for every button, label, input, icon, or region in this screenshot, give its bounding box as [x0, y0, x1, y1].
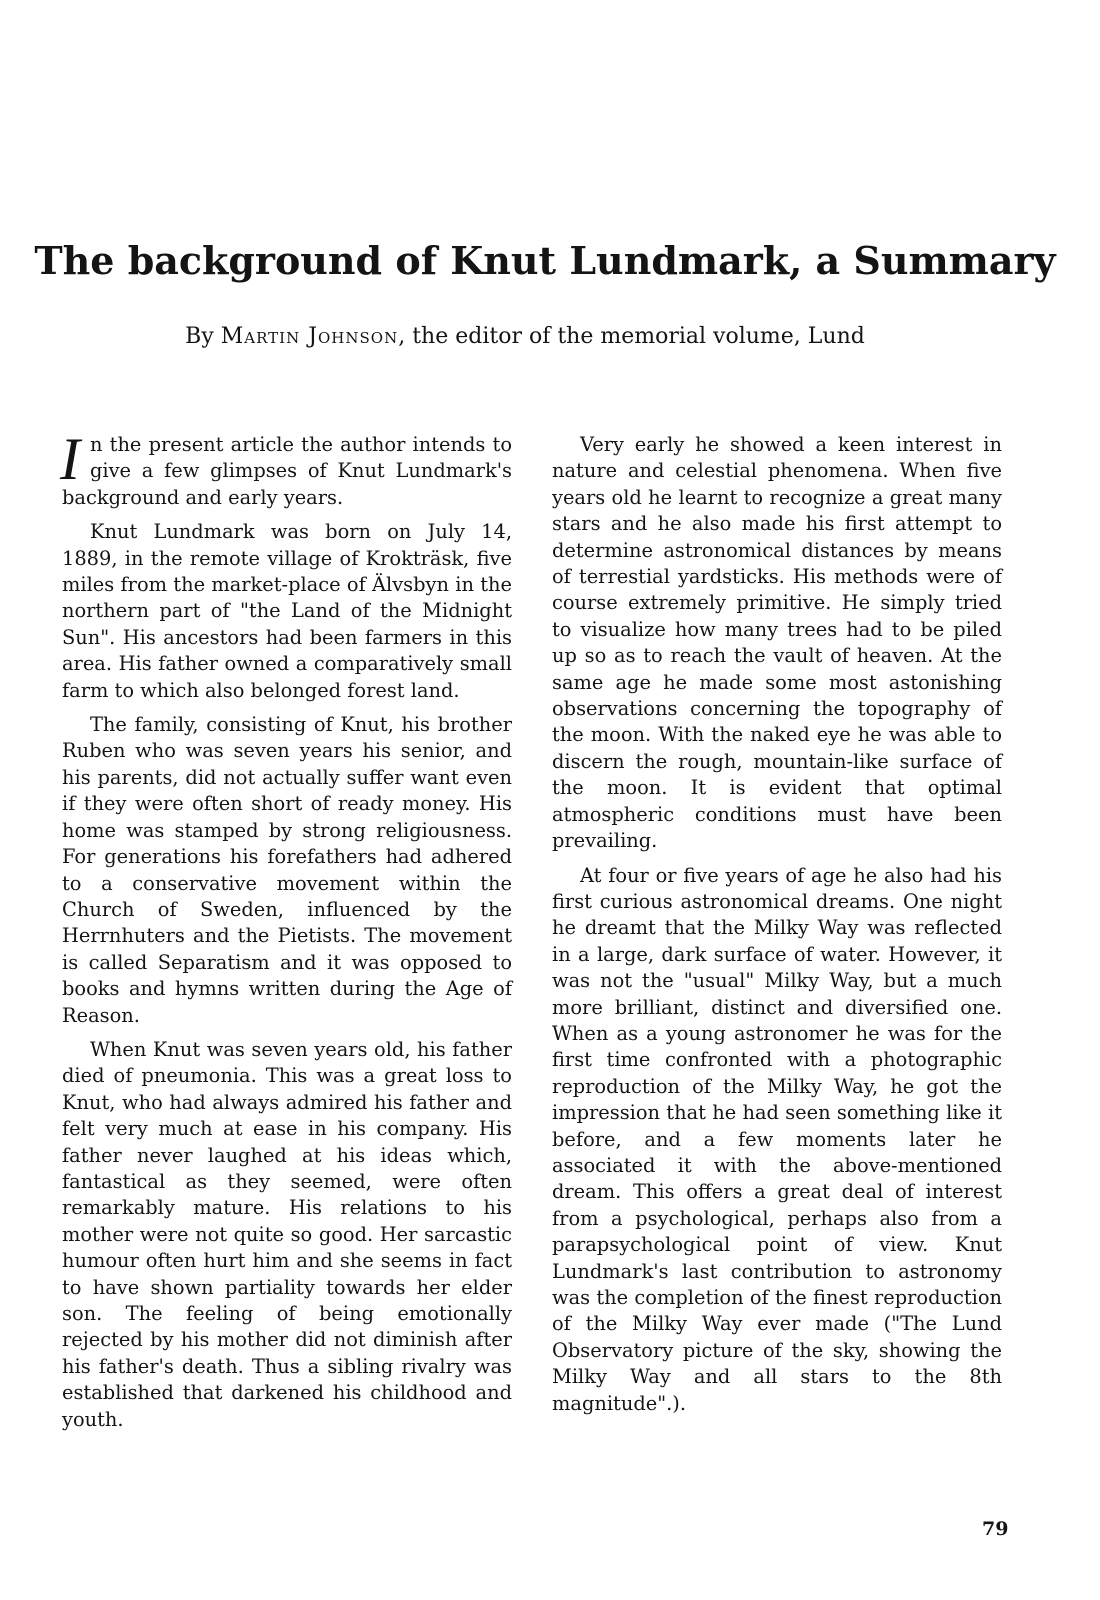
right-column — [552, 432, 1002, 1425]
paragraph-intro-text: n the present article the author intends to give a few glimpses of Knut Lundmark's background and early years. — [62, 433, 512, 509]
left-column — [60, 426, 512, 1441]
article-title: The background of Knut Lundmark, a Summary — [34, 238, 1056, 283]
paragraph-celestial-interest: Very early he showed a keen interest in nature and celestial phenomena. When five years old he learnt to recognize a great many stars and he also made his first attempt to determine astronomical distances by means of terrestial yardsticks. His methods were of course extremely primitive. He simply tried to visualize how many trees had to be piled up so as to reach the vault of heaven. At the same age he made some most astonishing observations concerning the topography of the moon. With the naked eye he was able to discern the rough, mountain-like surface of the moon. It is evident that optimal atmospheric conditions must have been prevailing. — [552, 433, 1002, 853]
byline — [0, 322, 1050, 352]
drop-cap: I — [60, 426, 80, 492]
byline-prefix: By — [185, 324, 221, 349]
paragraph-family: The family, consisting of Knut, his brother Ruben who was seven years his senior, and his parents, did not actually suffer want even if they were often short of ready money. His home was stamped by strong religiousness. For generations his forefathers had adhered to a conservative movement within the Church of Sweden, influenced by the Herrnhuters and the Pietists. The movement is called Separatism and it was opposed to books and hymns written during the Age of Reason. — [62, 713, 512, 1027]
paragraph-birth: Knut Lundmark was born on July 14, 1889, in the remote village of Krokträsk, five miles from the market-place of Älvsbyn in the northern part of "the Land of the Midnight Sun". His ancestors had been farmers in this area. His father owned a comparatively small farm to which also belonged forest land. — [62, 520, 512, 702]
paragraph-intro — [60, 426, 512, 511]
paragraph-dreams: At four or five years of age he also had his first curious astronomical dreams. One night he dreamt that the Milky Way was reflected in a large, dark surface of water. However, it was not the "usual" Milky Way, but a much more brilliant, distinct and diversified one. When as a young astronomer he was for the first time confronted with a photographic reproduction of the Milky Way, he got the impression that he had seen something like it before, and a few moments later he associated it with the above-mentioned dream. This offers a great deal of interest from a psychological, perhaps also from a parapsychological point of view. Knut Lundmark's last contribution to astronomy was the completion of the finest reproduction of the Milky Way ever made ("The Lund Observatory picture of the sky, showing the Milky Way and all stars to the 8th magnitude".). — [552, 863, 1002, 1415]
paragraph-father-death: When Knut was seven years old, his father died of pneumonia. This was a great loss to Knut, who had always admired his father and felt very much at ease in his company. His father never laughed at his ideas which, fantastical as they seemed, were often remarkably mature. His relations to his mother were not quite so good. Her sarcastic humour often hurt him and she seems in fact to have shown partiality towards her elder son. The feeling of being emotionally rejected by his mother did not diminish after his father's death. Thus a sibling rivalry was established that darkened his childhood and youth. — [62, 1037, 512, 1431]
author-name: Martin Johnson — [220, 324, 399, 349]
byline-suffix: , the editor of the memorial volume, Lund — [398, 324, 865, 349]
page-number: 79 — [982, 1518, 1009, 1540]
